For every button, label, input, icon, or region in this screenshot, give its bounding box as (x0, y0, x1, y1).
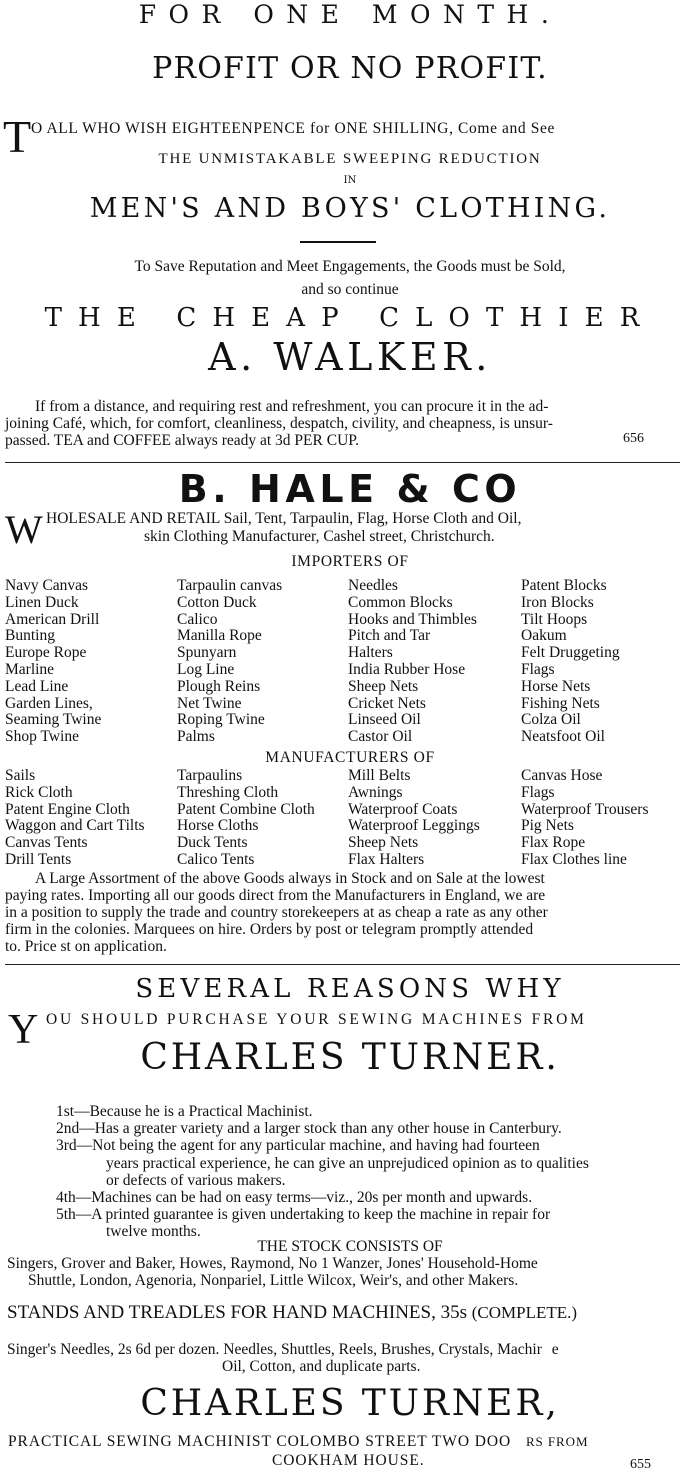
manufacturers-col-4 (521, 768, 648, 869)
list-item: Spunyarn (177, 644, 237, 662)
list-item: Castor Oil (348, 728, 413, 746)
ad-turner-name-2: CHARLES TURNER, (140, 1383, 560, 1424)
importers-col-1 (5, 578, 101, 746)
ad-hale-para-line-4: firm in the colonies. Marquees on hire. Orders by post or telegram promptly attended (5, 921, 534, 938)
list-item: Neatsfoot Oil (521, 728, 605, 746)
list-item: Flax Halters (348, 850, 425, 868)
ad-turner-stock-head: THE STOCK CONSISTS OF (257, 1238, 443, 1255)
list-item: Sails (5, 767, 36, 784)
ad-hale-para-line-3: in a position to supply the trade and country storekeepers at as cheap a rate as any other (5, 904, 548, 921)
list-item: Awnings (348, 783, 403, 801)
list-item: Patent Combine Cloth (177, 800, 315, 818)
list-item: Waterproof Trousers (521, 800, 649, 818)
list-item: Common Blocks (348, 593, 453, 611)
ad-turner-needles-line-1 (7, 1342, 559, 1358)
ad-walker-name: A. WALKER. (208, 335, 492, 379)
ad-walker-reputation: To Save Reputation and Meet Engagements, the Goods must be Sold, (134, 258, 566, 275)
ad-walker-in: IN (343, 175, 357, 186)
list-item: Iron Blocks (521, 593, 594, 611)
ad-turner-needles-line-2: Oil, Cotton, and duplicate parts. (222, 1358, 421, 1375)
list-item: Patent Blocks (521, 577, 607, 594)
ad-walker-clothing: MEN'S AND BOYS' CLOTHING. (89, 193, 611, 224)
list-item: Navy Canvas (5, 577, 89, 594)
list-item: Log Line (177, 660, 235, 678)
list-item: Threshing Cloth (177, 783, 279, 801)
list-item: Colza Oil (521, 711, 581, 729)
ad-walker-paragraph (5, 398, 680, 449)
ad-turner-stands-text: STANDS AND TREADLES FOR HAND MACHINES, 35s (7, 1302, 467, 1323)
reason-item: twelve months. (106, 1223, 201, 1241)
ad-walker-continue: and so continue (301, 281, 399, 298)
list-item: Cotton Duck (177, 593, 257, 611)
list-item: Seaming Twine (5, 711, 102, 729)
list-item: Oakum (521, 627, 567, 645)
list-item: Duck Tents (177, 834, 248, 852)
ad-walker-reduction: THE UNMISTAKABLE SWEEPING REDUCTION (158, 151, 542, 167)
list-item: Felt Druggeting (521, 644, 620, 662)
manufacturers-col-2 (177, 768, 315, 869)
list-item: Rick Cloth (5, 783, 73, 801)
list-item: Sheep Nets (348, 677, 419, 695)
ad-hale-manufacturers-head: MANUFACTURERS OF (265, 749, 435, 766)
list-item: Fishing Nets (521, 694, 600, 712)
ad-turner-footer-text: PRACTICAL SEWING MACHINIST COLOMBO STREET TWO DOO (8, 1433, 512, 1450)
list-item: Canvas Tents (5, 834, 88, 852)
list-item: Plough Reins (177, 677, 261, 695)
ad-walker-number: 656 (623, 431, 644, 446)
list-item: Tarpaulins (177, 767, 243, 784)
list-item: Manilla Rope (177, 627, 262, 645)
importers-col-4 (521, 578, 620, 746)
list-item: Pig Nets (521, 817, 574, 835)
list-item: Hooks and Thimbles (348, 610, 477, 628)
ad-hale-importers-head: IMPORTERS OF (291, 553, 409, 570)
reason-item: 3rd—Not being the agent for any particular machine, and having had fourteen (56, 1137, 540, 1155)
list-item: Waterproof Leggings (348, 817, 480, 835)
reason-item: 2nd—Has a greater variety and a larger stock than any other house in Canterbury. (56, 1120, 562, 1138)
ad-walker-para-line-1: If from a distance, and requiring rest and refreshment, you can procure it in the ad- (35, 398, 549, 415)
ad-turner-dropcap: Y (8, 1007, 39, 1053)
list-item: Roping Twine (177, 711, 265, 729)
list-item: Horse Nets (521, 677, 591, 695)
list-item: Pitch and Tar (348, 627, 431, 645)
ad-turner-needles-tail: e (551, 1341, 559, 1358)
reason-item: 1st—Because he is a Practical Machinist. (56, 1103, 313, 1120)
list-item: Sheep Nets (348, 834, 419, 852)
reason-item: 4th—Machines can be had on easy terms—viz., 20s per month and upwards. (56, 1189, 533, 1207)
list-item: Linen Duck (5, 593, 79, 611)
list-item: Bunting (5, 627, 55, 645)
reason-item: 5th—A printed guarantee is given undertaking to keep the machine in repair for (56, 1206, 551, 1224)
list-item: Drill Tents (5, 850, 72, 868)
ad-walker-intro: O ALL WHO WISH EIGHTEENPENCE for ONE SHILLING, Come and See (31, 120, 556, 137)
list-item: Canvas Hose (521, 767, 603, 784)
importers-col-3 (348, 578, 477, 746)
ad-turner-footer-line-2: COOKHAM HOUSE. (272, 1452, 425, 1469)
reason-item: or defects of various makers. (106, 1171, 286, 1189)
list-item: India Rubber Hose (348, 660, 466, 678)
list-item: American Drill (5, 610, 100, 628)
list-item: Tilt Hoops (521, 610, 588, 628)
ad-turner-footer-tail: RS FROM (525, 1434, 589, 1449)
list-item: Linseed Oil (348, 711, 421, 729)
separator-rule-2 (5, 964, 680, 965)
ad-turner-number: 655 (630, 1457, 651, 1472)
ad-hale-paragraph (5, 870, 680, 955)
ad-hale-para-line-1: A Large Assortment of the above Goods always in Stock and on Sale at the lowest (35, 870, 545, 887)
list-item: Flags (521, 783, 555, 801)
ad-turner-stands-note: (COMPLETE.) (471, 1303, 578, 1322)
ad-hale-intro-2: skin Clothing Manufacturer, Cashel street, Christchurch. (144, 528, 495, 545)
ad-hale-dropcap: W (5, 507, 43, 552)
list-item: Flax Clothes line (521, 850, 627, 868)
list-item: Halters (348, 644, 393, 662)
manufacturers-col-1 (5, 768, 145, 869)
list-item: Waggon and Cart Tilts (5, 817, 145, 835)
list-item: Palms (177, 728, 215, 746)
ad-turner-intro: OU SHOULD PURCHASE YOUR SEWING MACHINES FROM (46, 1011, 587, 1028)
separator-rule-1 (5, 462, 680, 463)
list-item: Waterproof Coats (348, 800, 458, 818)
ad-walker-para-line-2: joining Café, which, for comfort, cleanliness, despatch, civility, and cheapness, is unsur- (5, 415, 553, 432)
ad-hale-para-line-5: to. Price st on application. (5, 938, 167, 955)
ad-turner-headline: SEVERAL REASONS WHY (135, 974, 565, 1004)
list-item: Marline (5, 660, 55, 678)
list-item: Patent Engine Cloth (5, 800, 130, 818)
list-item: Lead Line (5, 677, 69, 695)
manufacturers-col-3 (348, 768, 480, 869)
list-item: Flags (521, 660, 555, 678)
list-item: Needles (348, 577, 398, 594)
list-item: Calico Tents (177, 850, 255, 868)
ad-turner-stock-line-1: Singers, Grover and Baker, Howes, Raymond, No 1 Wanzer, Jones' Household-Home (7, 1255, 538, 1272)
list-item: Europe Rope (5, 644, 87, 662)
ad-walker-para-line-3: passed. TEA and COFFEE always ready at 3d PER CUP. (5, 432, 360, 449)
list-item: Tarpaulin canvas (177, 577, 283, 594)
reason-item: years practical experience, he can give an unprejudiced opinion as to qualities (106, 1154, 589, 1172)
ad-turner-needles-text: Singer's Needles, 2s 6d per dozen. Needles, Shuttles, Reels, Brushes, Crystals, Machir (7, 1341, 542, 1358)
ad-turner-stock-line-2: Shuttle, London, Agenoria, Nonpariel, Little Wilcox, Weir's, and other Makers. (28, 1272, 519, 1289)
ad-hale-para-line-2: paying rates. Importing all our goods direct from the Manufacturers in England, we are (5, 887, 546, 904)
list-item: Garden Lines, (5, 694, 93, 712)
ad-walker-headline-1: FOR ONE MONTH. (138, 0, 562, 29)
list-item: Shop Twine (5, 728, 79, 746)
ad-turner-stands (7, 1303, 577, 1322)
list-item: Cricket Nets (348, 694, 426, 712)
ad-turner-name: CHARLES TURNER. (140, 1037, 560, 1078)
ad-walker-dropcap: T (3, 111, 32, 162)
list-item: Horse Cloths (177, 817, 259, 835)
ad-walker-headline-2: PROFIT OR NO PROFIT. (152, 51, 548, 86)
list-item: Flax Rope (521, 834, 586, 852)
list-item: Calico (177, 610, 218, 628)
ad-turner-footer-line-1 (8, 1434, 588, 1450)
list-item: Mill Belts (348, 767, 411, 784)
importers-col-2 (177, 578, 282, 746)
ad-hale-intro-1: HOLESALE AND RETAIL Sail, Tent, Tarpaulin, Flag, Horse Cloth and Oil, (46, 510, 522, 527)
ad-walker-short-rule (300, 241, 376, 243)
ad-walker-cheap-clothier: THE CHEAP CLOTHIER (44, 303, 656, 333)
ad-turner-reasons (56, 1103, 589, 1241)
list-item: Net Twine (177, 694, 242, 712)
ad-hale-title: B. HALE & CO (178, 467, 522, 511)
